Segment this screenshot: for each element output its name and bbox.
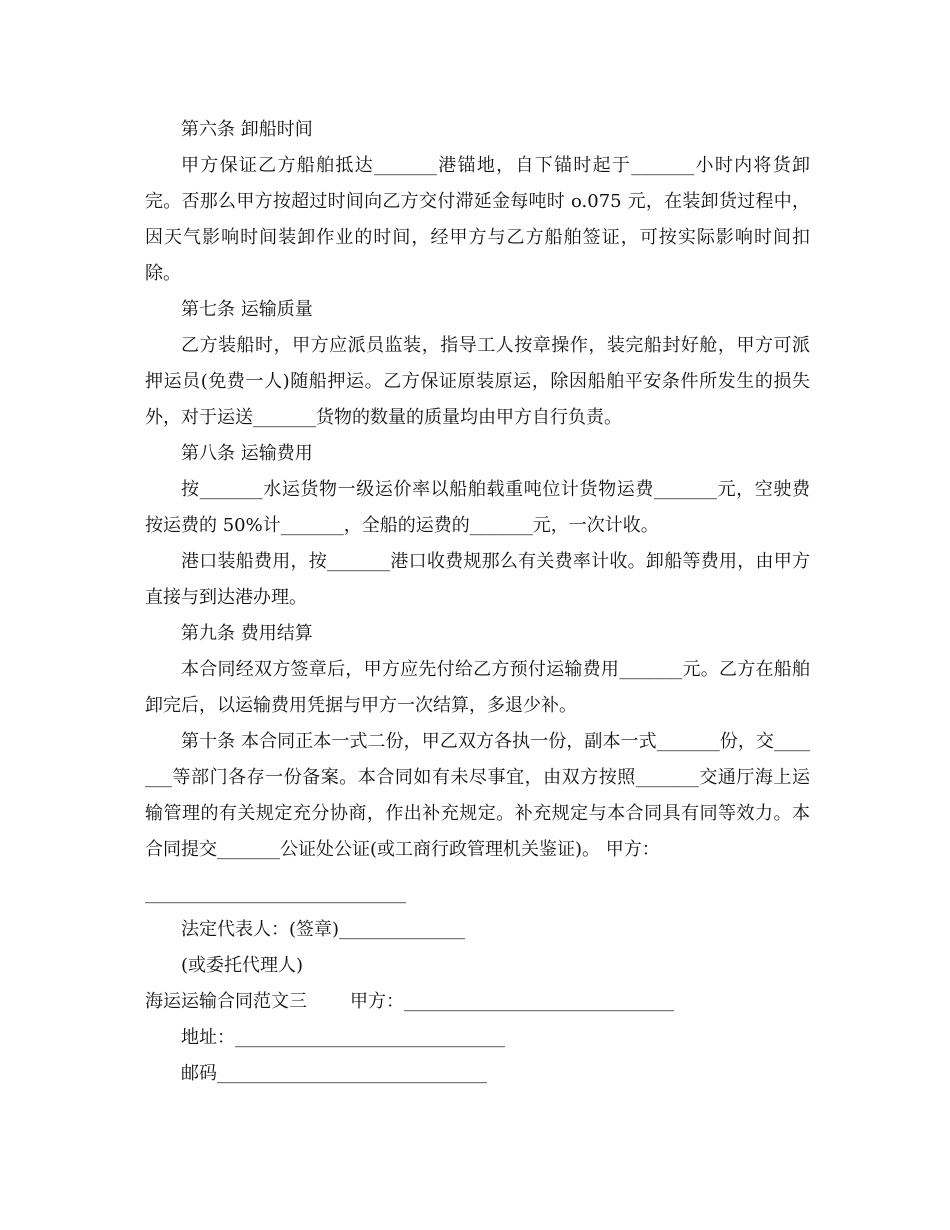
article-7-body: 乙方装船时，甲方应派员监装，指导工人按章操作，装完船封好舱，甲方可派押运员(免费一人)随船押运。乙方保证原装原运，除因船舶平安条件所发生的损失外，对于运送_______货物的数量的质量均由甲方自行负责。 bbox=[145, 335, 810, 428]
address-line: 地址：______________________________ bbox=[181, 1027, 505, 1048]
article-9-body: 本合同经双方签章后，甲方应先付给乙方预付运输费用_______元。乙方在船舶卸完后，以运输费用凭据与甲方一次结算，多退少补。 bbox=[145, 659, 810, 716]
legal-representative-line: 法定代表人：(签章)______________ bbox=[181, 919, 466, 940]
postcode-line: 邮码______________________________ bbox=[181, 1063, 487, 1084]
article-7-heading: 第七条 运输质量 bbox=[181, 299, 313, 320]
article-10-body: 第十条 本合同正本一式二份，甲乙双方各执一份，副本一式_______份，交_______等部门各存一份备案。本合同如有未尽事宜，由双方按照_______交通厅海上运输管理的有关规定充分协商，作出补充规定。补充规定与本合同具有同等效力。本合同提交_______公证处公证(或工商行政管理机关鉴证)。 甲方： bbox=[145, 731, 810, 860]
article-6-body: 甲方保证乙方船舶抵达_______港锚地，自下锚时起于_______小时内将货卸完。否那么甲方按超过时间向乙方交付滞延金每吨时 o.075 元，在装卸货过程中，因天气影响时间装卸作业的时间，经甲方与乙方船舶签证，可按实际影响时间扣除。 bbox=[145, 155, 810, 284]
port-fees-paragraph: 港口装船费用，按_______港口收费规那么有关费率计收。卸船等费用，由甲方直接与到达港办理。 bbox=[145, 551, 810, 608]
article-6-heading: 第六条 卸船时间 bbox=[181, 119, 313, 140]
sample-title: 海运运输合同范文三 bbox=[145, 991, 307, 1012]
party-a-signature-line: _____________________________ bbox=[145, 883, 406, 904]
article-9-heading: 第九条 费用结算 bbox=[181, 623, 313, 644]
article-8-heading: 第八条 运输费用 bbox=[181, 443, 313, 464]
article-8-body: 按_______水运货物一级运价率以船舶载重吨位计货物运费_______元，空驶费按运费的 50%计_______，全船的运费的_______元，一次计收。 bbox=[145, 479, 810, 536]
party-a-line: 甲方：______________________________ bbox=[350, 991, 674, 1012]
agent-line: (或委托代理人) bbox=[181, 955, 304, 976]
